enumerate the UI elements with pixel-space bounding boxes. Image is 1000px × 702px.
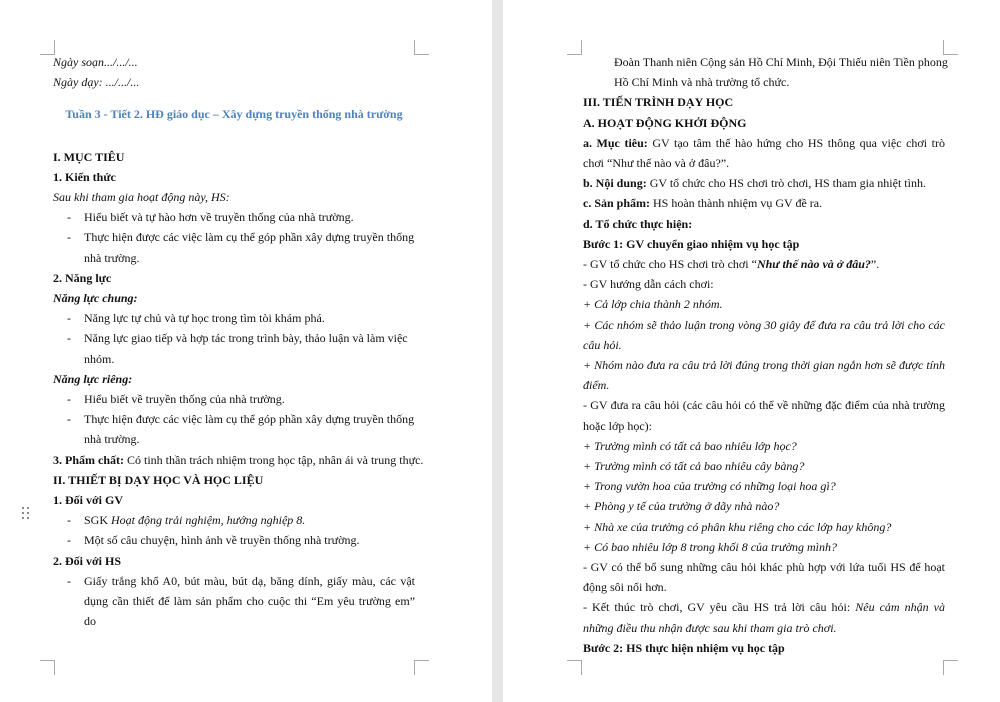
question-item: + Trong vườn hoa của trường có những loại hoa gì? — [583, 479, 836, 494]
crop-mark — [943, 660, 958, 675]
heading-competency: 2. Năng lực — [53, 270, 112, 285]
content-text: GV tổ chức cho HS chơi trò chơi, HS tham gia nhiệt tình. — [646, 176, 926, 191]
document-page-2 — [503, 0, 1000, 702]
heading-equipment: II. THIẾT BỊ DẠY HỌC VÀ HỌC LIỆU — [53, 472, 264, 487]
page-1-text[interactable] — [53, 52, 424, 631]
list-item: - Hiểu biết và tự hào hơn về truyền thống của nhà trường. — [53, 207, 415, 227]
list-item-continued: nhà trường. — [84, 432, 140, 447]
crop-mark — [414, 660, 429, 675]
heading-warmup: A. HOẠT ĐỘNG KHỞI ĐỘNG — [583, 115, 747, 130]
step-2-heading: Bước 2: HS thực hiện nhiệm vụ học tập — [583, 640, 785, 655]
question-item: + Nhà xe của trường có phân khu riêng cho các lớp hay không? — [583, 519, 892, 534]
heading-for-students: 2. Đối với HS — [53, 553, 121, 568]
heading-for-teacher: 1. Đối với GV — [53, 493, 123, 508]
qualities-text: Có tinh thần trách nhiệm trong học tập, nhân ái và trung thực. — [124, 452, 424, 467]
objective-label: a. Mục tiêu: — [583, 135, 648, 150]
question-item: + Phòng y tế của trường ở dãy nhà nào? — [583, 499, 780, 514]
organization-label: d. Tổ chức thực hiện: — [583, 216, 693, 231]
list-item-continued: Hồ Chí Minh và nhà trường tổ chức. — [614, 75, 790, 90]
product-line — [583, 193, 945, 213]
game-prefix: - GV tổ chức cho HS chơi trò chơi “ — [583, 257, 757, 272]
conclusion-paragraph — [583, 597, 945, 637]
rule-item: + Cả lớp chia thành 2 nhóm. — [583, 297, 723, 312]
qualities-line — [53, 450, 424, 470]
rule-item: + Các nhóm sẽ thảo luận trong vòng 30 giây để đưa ra câu trả lời cho các câu hỏi. — [583, 317, 945, 352]
question-item: + Trường mình có tất cả bao nhiêu lớp học? — [583, 438, 797, 453]
drag-handle-icon[interactable] — [22, 507, 30, 521]
instruction-line: - GV hướng dẫn cách chơi: — [583, 277, 714, 292]
objective-paragraph — [583, 133, 945, 173]
textbook-name: Hoạt động trải nghiệm, hướng nghiệp 8. — [111, 513, 306, 528]
step-1-heading: Bước 1: GV chuyển giao nhiệm vụ học tập — [583, 236, 800, 251]
textbook-prefix: SGK — [84, 513, 112, 528]
heading-objectives: I. MỤC TIÊU — [53, 149, 125, 164]
question-item: + Có bao nhiêu lớp 8 trong khối 8 của trường mình? — [583, 539, 837, 554]
conclusion-prefix: - Kết thúc trò chơi, GV yêu cầu HS trả lời câu hỏi: — [583, 600, 856, 615]
list-item: - Thực hiện được các việc làm cụ thể góp phần xây dựng truyền thống — [53, 227, 415, 247]
document-page-1 — [0, 0, 492, 702]
knowledge-intro: Sau khi tham gia hoạt động này, HS: — [53, 190, 230, 205]
lesson-title: Tuần 3 - Tiết 2. HĐ giáo dục – Xây dựng truyền thống nhà trường — [65, 107, 403, 122]
general-competency-label: Năng lực chung: — [53, 291, 138, 306]
prep-date: Ngày soạn.../.../... — [53, 55, 138, 69]
crop-mark — [567, 660, 582, 675]
question-item: + Trường mình có tất cả bao nhiêu cây bàng? — [583, 459, 805, 474]
teach-date: Ngày dạy: .../.../... — [53, 75, 140, 90]
specific-competency-label: Năng lực riêng: — [53, 371, 133, 386]
supplement-paragraph: - GV có thể bổ sung những câu hỏi khác phù hợp với lứa tuổi HS để hoạt động sôi nổi hơn. — [583, 560, 945, 595]
qualities-label: 3. Phẩm chất: — [53, 452, 124, 467]
game-line — [583, 254, 945, 274]
crop-mark — [40, 660, 55, 675]
question-intro: - GV đưa ra câu hỏi (các câu hỏi có thể về những đặc điểm của nhà trường hoặc lớp học): — [583, 398, 945, 433]
list-item-continued: nhóm. — [84, 351, 115, 366]
crop-mark — [414, 40, 429, 55]
list-item: - Hiểu biết về truyền thống của nhà trường. — [53, 389, 415, 409]
list-item: - Giấy trắng khổ A0, bút màu, bút dạ, băng dính, giấy màu, các vật dụng cần thiết để làm sản phẩm cho cuộc thi “Em yêu trường em” do — [53, 571, 415, 632]
heading-knowledge: 1. Kiến thức — [53, 169, 116, 184]
product-text: HS hoàn thành nhiệm vụ GV đề ra. — [650, 196, 823, 211]
list-item — [53, 510, 415, 530]
content-label: b. Nội dung: — [583, 176, 647, 191]
list-item: - Năng lực giao tiếp và hợp tác trong trình bày, thảo luận và làm việc — [53, 328, 415, 348]
game-suffix: ”. — [870, 257, 880, 272]
objective-text: GV tạo tâm thế hào hứng cho HS thông qua việc chơi trò chơi “Như thế nào và ở đâu?”. — [583, 135, 945, 171]
crop-mark — [567, 40, 582, 55]
content-line — [583, 173, 945, 193]
list-item: - Thực hiện được các việc làm cụ thể góp phần xây dựng truyền thống — [53, 409, 415, 429]
page-2-text[interactable] — [583, 52, 948, 658]
list-item: - Một số câu chuyện, hình ảnh về truyền thống nhà trường. — [53, 530, 415, 550]
conclusion-question: Nêu cảm nhận và những điều thu nhận được sau khi tham gia trò chơi. — [583, 600, 945, 635]
list-item-continued: Đoàn Thanh niên Cộng sản Hồ Chí Minh, Đội Thiếu niên Tiền phong — [614, 55, 948, 69]
game-name: Như thế nào và ở đâu? — [756, 257, 871, 272]
rule-item: + Nhóm nào đưa ra câu trả lời đúng trong thời gian ngắn hơn sẽ được tính điểm. — [583, 358, 945, 393]
heading-process: III. TIẾN TRÌNH DẠY HỌC — [583, 95, 734, 110]
list-item: - Năng lực tự chủ và tự học trong tìm tòi khám phá. — [53, 308, 415, 328]
list-item-continued: nhà trường. — [84, 250, 140, 265]
product-label: c. Sản phẩm: — [583, 196, 651, 211]
